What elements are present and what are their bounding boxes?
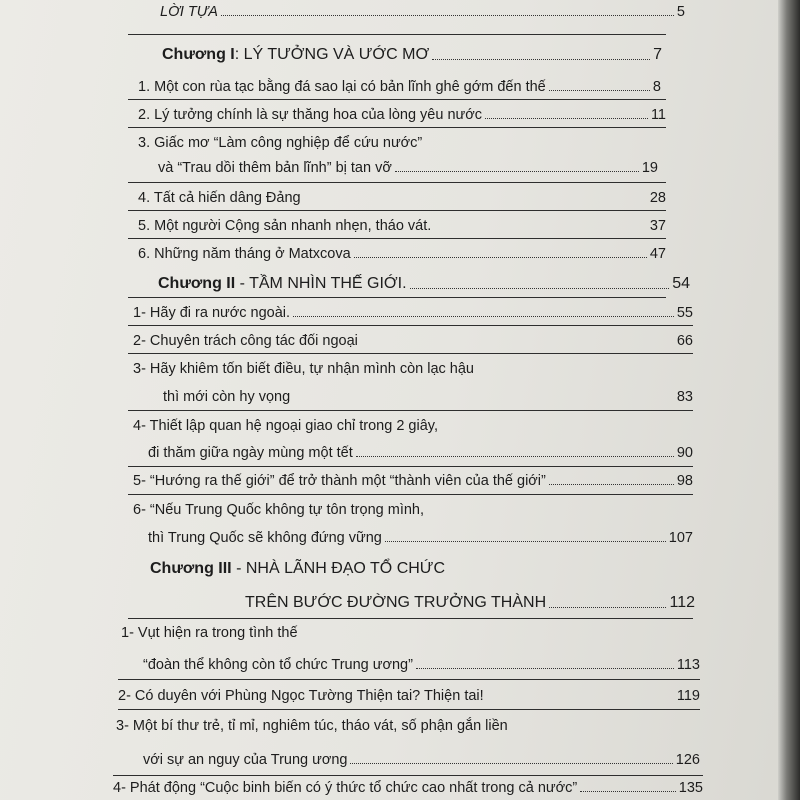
item-title: 1- Hãy đi ra nước ngoài.	[133, 305, 291, 321]
leader-dots	[361, 344, 674, 345]
leader-dots	[487, 699, 674, 700]
toc-item-1-2[interactable]	[138, 107, 666, 123]
toc-chapter-3[interactable]	[150, 560, 630, 578]
toc-item-1-5[interactable]	[138, 218, 666, 234]
toc-item-2-5[interactable]	[133, 473, 693, 489]
chapter-1-label: Chương I	[162, 46, 235, 63]
leader-dots	[416, 668, 674, 669]
item-title: 6. Những năm tháng ở Matxcova	[138, 246, 351, 262]
page-number: 98	[676, 473, 693, 489]
item-title-continued: đi thăm giữa ngày mùng một tết	[148, 445, 353, 461]
toc-chapter-1[interactable]	[162, 46, 662, 64]
toc-chapter-2[interactable]	[158, 275, 690, 293]
page-number: 28	[649, 190, 666, 206]
item-title-continued: với sự an nguy của Trung ương	[143, 752, 348, 768]
item-title: 5. Một người Cộng sản nhanh nhẹn, tháo vát.	[138, 218, 432, 234]
leader-dots	[434, 229, 647, 230]
item-title: 3- Một bí thư trẻ, tỉ mỉ, nghiêm túc, tháo vát, số phận gắn liền	[116, 718, 508, 734]
toc-item-2-3[interactable]	[133, 361, 613, 377]
toc-item-1-6[interactable]	[138, 246, 666, 262]
leader-dots	[410, 288, 670, 289]
leader-dots	[293, 400, 674, 401]
toc-item-2-6[interactable]	[133, 502, 593, 518]
item-title-continued: “đoàn thể không còn tổ chức Trung ương”	[143, 657, 413, 673]
page-number: 90	[676, 445, 693, 461]
leader-dots	[354, 257, 647, 258]
page-number: 37	[649, 218, 666, 234]
separator-line	[128, 466, 693, 467]
leader-dots	[485, 118, 648, 119]
page-number: 47	[649, 246, 666, 262]
toc-item-1-1[interactable]	[138, 79, 661, 95]
separator-line	[118, 679, 700, 680]
leader-dots	[304, 201, 647, 202]
preface-title: LỜI TỰA	[160, 4, 218, 20]
item-title: 4. Tất cả hiến dâng Đảng	[138, 190, 301, 206]
separator-line	[128, 297, 666, 298]
separator-line	[128, 34, 666, 35]
separator-line	[128, 182, 666, 183]
item-title: 1. Một con rùa tạc bằng đá sao lại có bản lĩnh ghê gớm đến thế	[138, 79, 546, 95]
leader-dots	[432, 59, 650, 60]
leader-dots	[293, 316, 674, 317]
leader-dots	[580, 791, 676, 792]
toc-item-2-4[interactable]	[133, 418, 613, 434]
item-title: 1- Vụt hiện ra trong tình thế	[121, 625, 298, 641]
toc-item-3-1-cont[interactable]	[143, 657, 700, 673]
page-number: 7	[653, 46, 662, 63]
toc-item-2-6-cont[interactable]	[148, 530, 693, 546]
separator-line	[128, 99, 666, 100]
toc-item-3-4[interactable]	[113, 780, 703, 796]
page-number: 113	[676, 657, 700, 673]
separator-line	[128, 410, 693, 411]
item-title: 6- “Nếu Trung Quốc không tự tôn trọng mình,	[133, 502, 424, 518]
chapter-3-title: - NHÀ LÃNH ĐẠO TỔ CHỨC	[231, 560, 446, 577]
leader-dots	[395, 171, 639, 172]
item-title: 2. Lý tưởng chính là sự thăng hoa của lòng yêu nước	[138, 107, 482, 123]
toc-item-2-3-cont[interactable]	[163, 389, 693, 405]
chapter-3-title-line-2: TRÊN BƯỚC ĐƯỜNG TRƯỞNG THÀNH	[245, 594, 547, 611]
item-title-continued: thì Trung Quốc sẽ không đứng vững	[148, 530, 382, 546]
toc-item-1-3-cont[interactable]	[158, 160, 658, 176]
item-title: 3- Hãy khiêm tốn biết điều, tự nhận mình còn lạc hậu	[133, 361, 474, 377]
page-number: 54	[672, 275, 690, 292]
toc-preface[interactable]	[160, 4, 685, 20]
item-title: 4- Thiết lập quan hệ ngoại giao chỉ trong 2 giây,	[133, 418, 438, 434]
page-number: 5	[676, 4, 685, 20]
toc-item-2-2[interactable]	[133, 333, 693, 349]
page-number: 66	[676, 333, 693, 349]
separator-line	[128, 325, 693, 326]
item-title: 2- Chuyên trách công tác đối ngoại	[133, 333, 358, 349]
item-title-continued: và “Trau dồi thêm bản lĩnh” bị tan vỡ	[158, 160, 392, 176]
separator-line	[128, 618, 693, 619]
separator-line	[128, 494, 693, 495]
page-number: 112	[669, 594, 695, 611]
separator-line	[113, 775, 703, 776]
item-title: 2- Có duyên với Phùng Ngọc Tường Thiện tai? Thiện tai!	[118, 688, 484, 704]
separator-line	[128, 238, 666, 239]
item-title: 5- “Hướng ra thế giới” để trở thành một “thành viên của thế giới”	[133, 473, 546, 489]
leader-dots	[549, 607, 666, 608]
page-number: 126	[675, 752, 700, 768]
page-number: 119	[676, 688, 700, 704]
separator-line	[128, 127, 666, 128]
leader-dots	[385, 541, 666, 542]
chapter-3-label: Chương III	[150, 560, 232, 577]
leader-dots	[350, 763, 672, 764]
item-title: 4- Phát động “Cuộc binh biến có ý thức tổ chức cao nhất trong cả nước”	[113, 780, 578, 796]
page-number: 11	[650, 107, 666, 123]
toc-item-3-3-cont[interactable]	[143, 752, 700, 768]
chapter-2-label: Chương II	[158, 275, 236, 292]
item-title: 3. Giấc mơ “Làm công nghiệp để cứu nước”	[138, 135, 423, 151]
page-number: 135	[678, 780, 703, 796]
page-number: 19	[641, 160, 658, 176]
leader-dots	[549, 484, 674, 485]
toc-item-1-4[interactable]	[138, 190, 666, 206]
separator-line	[118, 709, 700, 710]
page-number: 83	[676, 389, 693, 405]
page-number: 107	[668, 530, 693, 546]
toc-chapter-3-cont[interactable]	[245, 594, 695, 612]
toc-item-2-1[interactable]	[133, 305, 693, 321]
separator-line	[128, 210, 666, 211]
separator-line	[128, 353, 693, 354]
toc-item-2-4-cont[interactable]	[148, 445, 693, 461]
leader-dots	[356, 456, 674, 457]
toc-item-1-3[interactable]	[138, 135, 538, 151]
leader-dots	[549, 90, 650, 91]
chapter-1-title: : LÝ TƯỞNG VÀ ƯỚC MƠ	[234, 46, 430, 63]
page-number: 8	[652, 79, 661, 95]
page-number: 55	[676, 305, 693, 321]
item-title-continued: thì mới còn hy vọng	[163, 389, 291, 405]
toc-item-3-3[interactable]	[116, 718, 676, 734]
toc-item-3-1[interactable]	[121, 625, 521, 641]
chapter-2-title: - TẦM NHÌN THẾ GIỚI.	[235, 275, 407, 292]
leader-dots	[221, 15, 674, 16]
toc-item-3-2[interactable]	[118, 688, 700, 704]
